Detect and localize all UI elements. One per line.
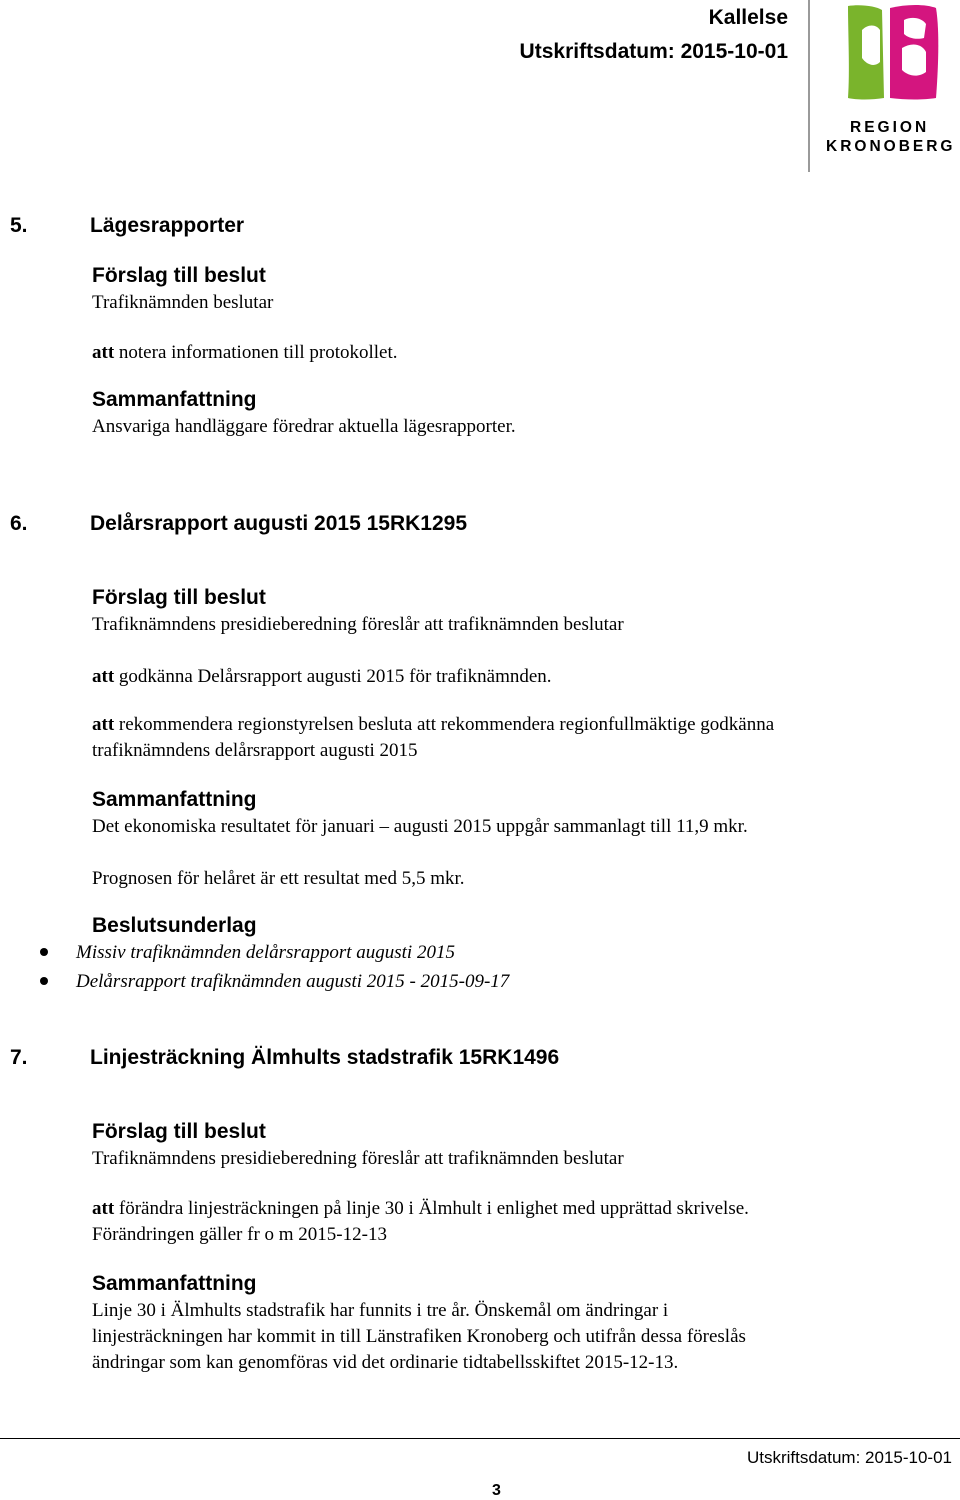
page-number: 3 [492,1482,501,1499]
section-title: Lägesrapporter [90,214,245,237]
att-text: förändra linjesträckningen på linje 30 i Älmhult i enlighet med upprättad skrivelse. Förändringen gäller fr o m 2015-12-13 [92,1198,749,1245]
basis-list-item [40,971,509,993]
header-divider [808,0,810,172]
summary-text: Det ekonomiska resultatet för januari – augusti 2015 uppgår sammanlagt till 11,9 mkr. [92,816,748,837]
bullet-icon [40,948,48,956]
print-date-value: 2015-10-01 [680,40,788,63]
section-title: Delårsrapport augusti 2015 15RK1295 [90,512,468,535]
summary-text: Prognosen för helåret är ett resultat med 5,5 mkr. [92,868,465,889]
section-number: 5. [10,214,28,237]
bullet-icon [40,977,48,985]
att-keyword: att [92,342,115,363]
proposal-heading: Förslag till beslut [92,264,266,287]
summary-heading: Sammanfattning [92,1272,257,1295]
print-date-header [520,40,788,64]
summary-text: Linje 30 i Älmhults stadstrafik har funnits i tre år. Önskemål om ändringar i linjesträckningen har kommit in till Länstrafiken Kronoberg och utifrån dessa föreslås ändringar som kan genomföras vid det ordinarie tidtabellsskiftet 2015-12-13. [92,1300,746,1373]
att-text: notera informationen till protokollet. [118,342,398,363]
region-kronoberg-logo [826,2,950,102]
footer-divider [0,1438,960,1439]
att-keyword: att [92,1198,115,1219]
section-title: Linjesträckning Älmhults stadstrafik 15RK1496 [90,1046,560,1069]
att-item [92,712,812,764]
print-date-label: Utskriftsdatum: [519,40,675,63]
proposal-intro: Trafiknämndens presidieberedning föreslår att trafiknämnden beslutar [92,1148,624,1169]
section-number: 6. [10,512,28,535]
basis-list-item [40,942,455,964]
att-item [92,1196,782,1248]
print-date-footer [747,1448,952,1468]
proposal-intro: Trafiknämndens presidieberedning föreslår att trafiknämnden beslutar [92,614,624,635]
proposal-intro: Trafiknämnden beslutar [92,292,274,313]
summary-heading: Sammanfattning [92,388,257,411]
att-item [92,340,398,366]
org-name-line2: KRONOBERG [826,138,956,155]
att-text: godkänna Delårsrapport augusti 2015 för trafiknämnden. [118,666,552,687]
summary-heading: Sammanfattning [92,788,257,811]
basis-heading: Beslutsunderlag [92,914,257,937]
document-type: Kallelse [708,6,788,29]
att-keyword: att [92,666,115,687]
basis-document-link[interactable]: Delårsrapport trafiknämnden augusti 2015 - 2015-09-17 [76,971,510,992]
basis-document-link[interactable]: Missiv trafiknämnden delårsrapport augusti 2015 [76,942,455,963]
print-date-value: 2015-10-01 [865,1448,952,1467]
att-keyword: att [92,714,115,735]
att-text: rekommendera regionstyrelsen besluta att rekommendera regionfullmäktige godkänna trafiknämndens delårsrapport augusti 2015 [92,714,775,761]
section-number: 7. [10,1046,28,1069]
att-item [92,664,552,690]
proposal-heading: Förslag till beslut [92,1120,266,1143]
org-name-line1: REGION [850,119,930,136]
proposal-heading: Förslag till beslut [92,586,266,609]
org-name [826,118,960,156]
print-date-label: Utskriftsdatum: [746,1448,861,1467]
summary-text: Ansvariga handläggare föredrar aktuella lägesrapporter. [92,416,516,437]
